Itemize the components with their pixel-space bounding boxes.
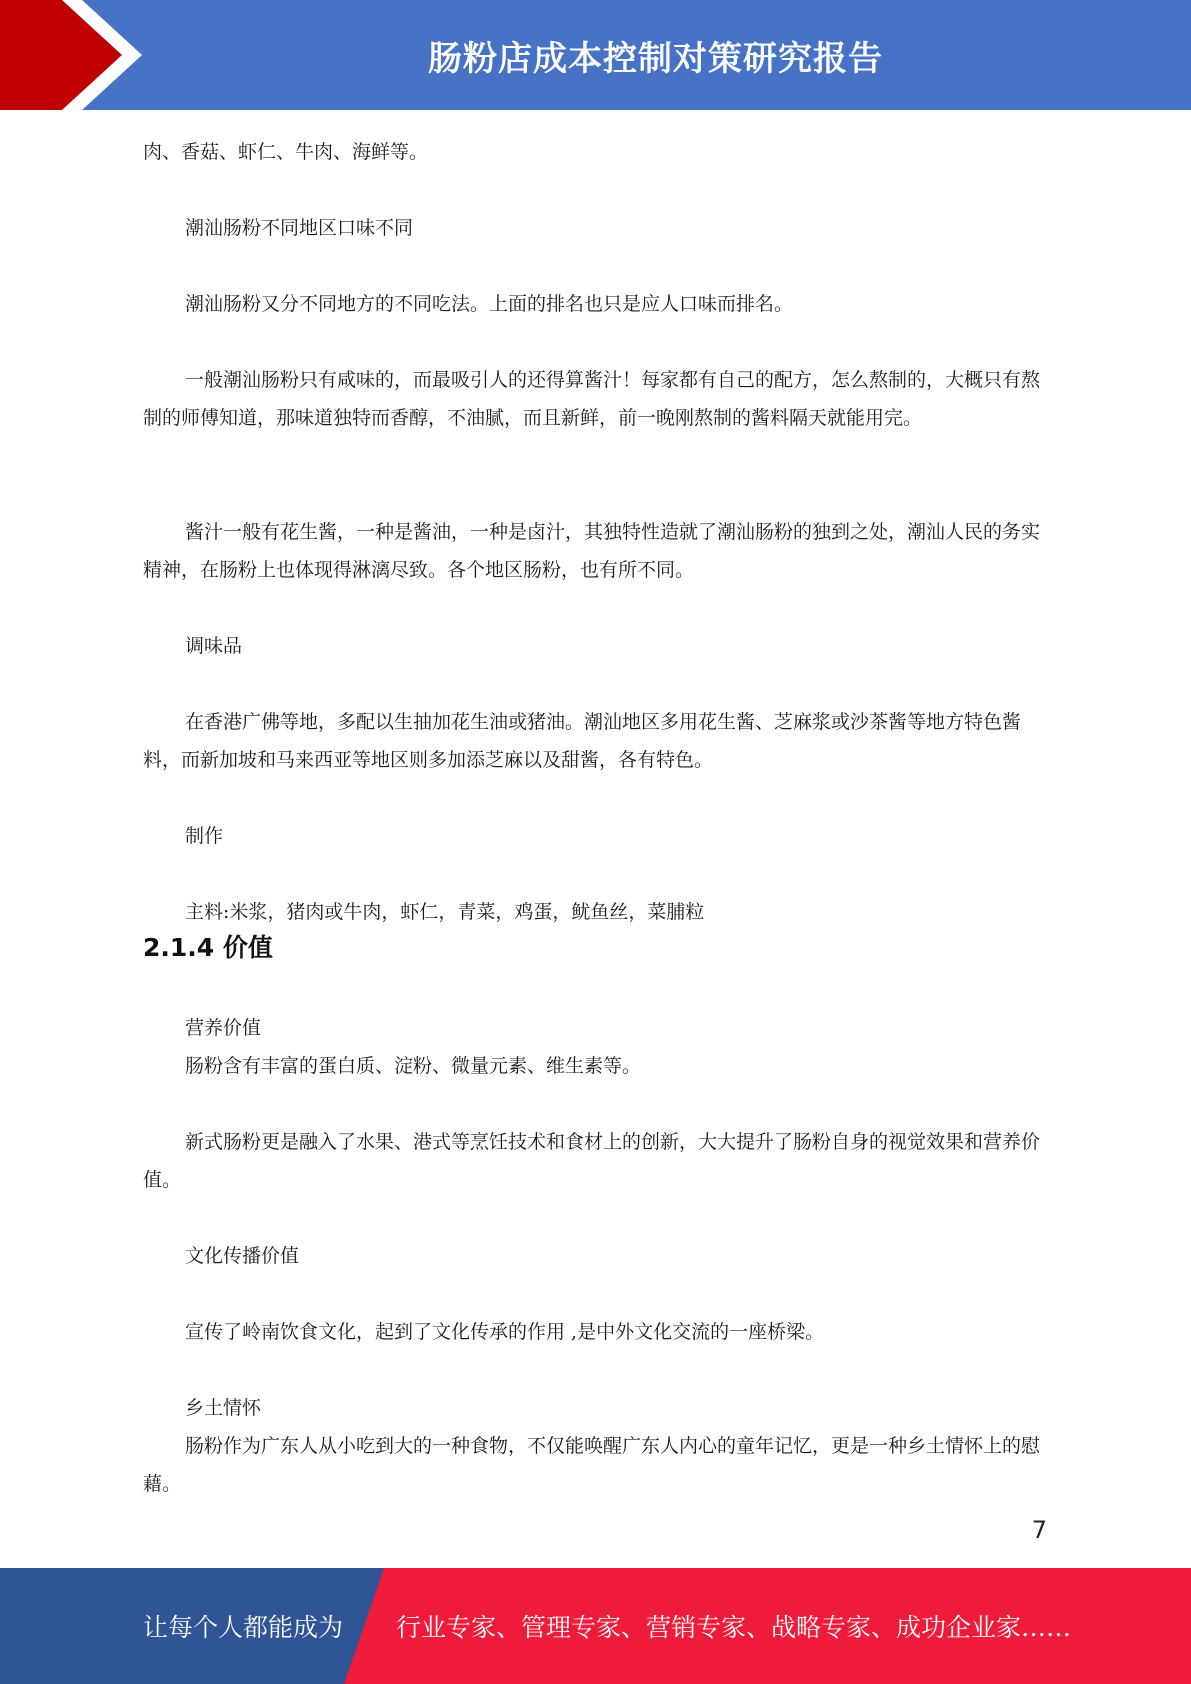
paragraph: 一般潮汕肠粉只有咸味的，而最吸引人的还得算酱汁！每家都有自己的配方，怎么熬制的，大概只有熬制的师傅知道，那味道独特而香醇，不油腻，而且新鲜，前一晚刚熬制的酱料隔天就能用完。 xyxy=(143,369,1041,429)
paragraph: 肠粉含有丰富的蛋白质、淀粉、微量元素、维生素等。 xyxy=(185,1055,642,1077)
paragraph: 宣传了岭南饮食文化，起到了文化传承的作用 ,是中外文化交流的一座桥梁。 xyxy=(185,1321,825,1343)
paragraph: 肉、香菇、虾仁、牛肉、海鲜等。 xyxy=(143,141,429,163)
paragraph: 新式肠粉更是融入了水果、港式等烹饪技术和食材上的创新，大大提升了肠粉自身的视觉效果和营养价值。 xyxy=(143,1131,1041,1191)
footer-slogan-left: 让每个人都能成为 xyxy=(143,1613,344,1642)
page-number: 7 xyxy=(1031,1516,1047,1544)
paragraph: 潮汕肠粉不同地区口味不同 xyxy=(185,217,414,239)
paragraph: 制作 xyxy=(185,825,224,847)
paragraph: 主料:米浆，猪肉或牛肉，虾仁，青菜，鸡蛋，鱿鱼丝，菜脯粒 xyxy=(185,901,705,923)
footer-slogan-right: 行业专家、管理专家、营销专家、战略专家、成功企业家…… xyxy=(396,1613,1072,1642)
paragraph: 营养价值 xyxy=(185,1017,262,1039)
paragraph: 潮汕肠粉又分不同地方的不同吃法。上面的排名也只是应人口味而排名。 xyxy=(185,293,794,315)
section-heading: 2.1.4 价值 xyxy=(143,933,273,962)
document-title: 肠粉店成本控制对策研究报告 xyxy=(428,38,883,79)
paragraph: 调味品 xyxy=(185,635,243,657)
paragraph: 乡土情怀 xyxy=(185,1397,262,1419)
paragraph: 文化传播价值 xyxy=(185,1245,300,1267)
page-header xyxy=(0,0,1191,110)
paragraph: 酱汁一般有花生酱，一种是酱油，一种是卤汁，其独特性造就了潮汕肠粉的独到之处，潮汕人民的务实精神，在肠粉上也体现得淋漓尽致。各个地区肠粉，也有所不同。 xyxy=(143,521,1041,581)
paragraph: 在香港广佛等地，多配以生抽加花生油或猪油。潮汕地区多用花生酱、芝麻浆或沙茶酱等地方特色酱料，而新加坡和马来西亚等地区则多加添芝麻以及甜酱，各有特色。 xyxy=(143,711,1022,771)
paragraph: 肠粉作为广东人从小吃到大的一种食物，不仅能唤醒广东人内心的童年记忆，更是一种乡土情怀上的慰藉。 xyxy=(143,1435,1041,1495)
page-footer xyxy=(0,1568,1191,1684)
